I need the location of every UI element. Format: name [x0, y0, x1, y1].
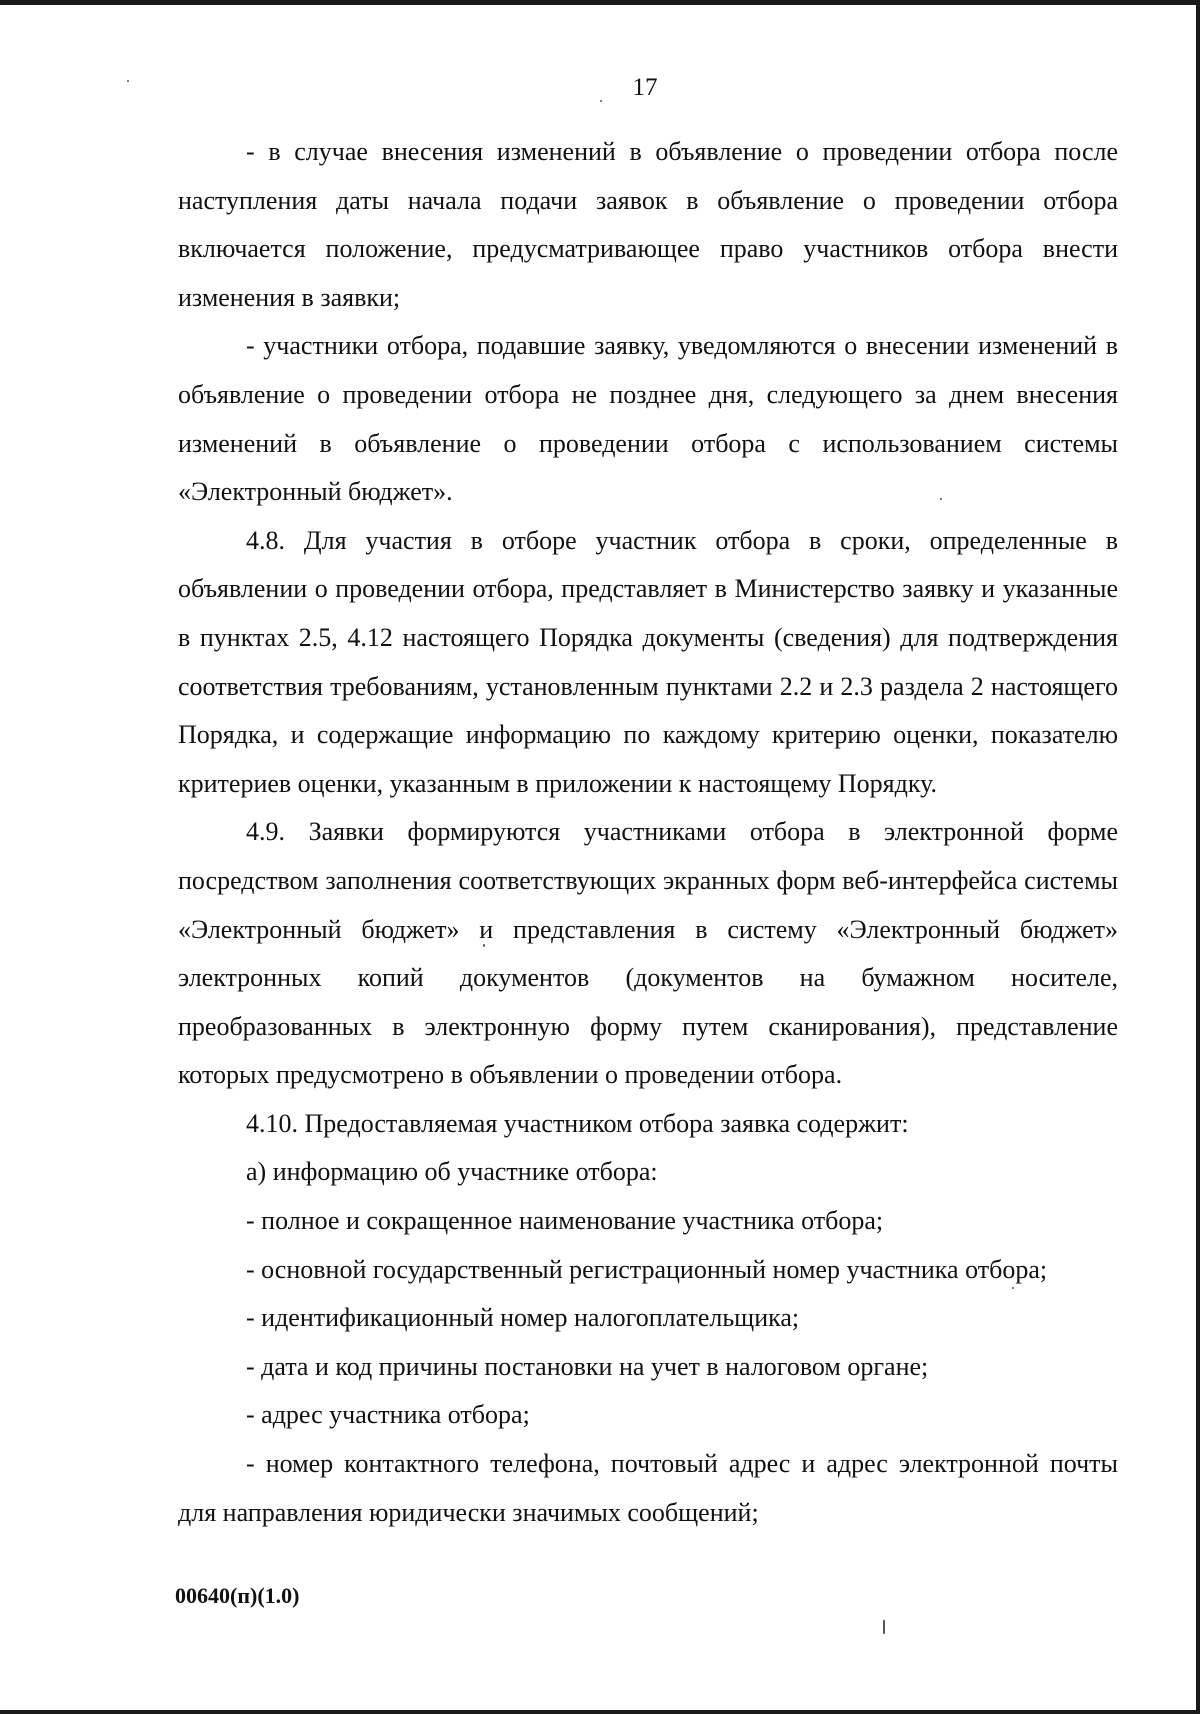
scan-border-right — [1196, 0, 1200, 1714]
list-item-ogrn: - основной государственный регистрационный номер участника отбора; — [246, 1254, 1048, 1284]
list-item-full-name: - полное и сокращенное наименование участника отбора; — [246, 1206, 884, 1236]
scan-speck — [127, 80, 129, 82]
document-body — [178, 128, 1118, 1537]
list-item-inn: - идентификационный номер налогоплательщика; — [246, 1303, 800, 1333]
paragraph-4-9: 4.9. Заявки формируются участниками отбора в электронной форме посредством заполнения соответствующих экранных форм веб-интерфейса системы «Электронный бюджет» и представления в систему «Электронный бюджет» электронных копий документов (документов на бумажном носителе, преобразованных в электронную форму путем сканирования), представление которых предусмотрено в объявлении о проведении отбора. — [178, 817, 1118, 1090]
document-code: 00640(п)(1.0) — [175, 1583, 300, 1608]
paragraph-participants-notified: - участники отбора, подавшие заявку, уведомляются о внесении изменений в объявление о проведении отбора не позднее дня, следующего за днем внесения изменений в объявление о проведении отбора с использованием системы «Электронный бюджет». — [178, 331, 1118, 507]
paragraph-4-8: 4.8. Для участия в отборе участник отбора в сроки, определенные в объявлении о проведении отбора, представляет в Министерство заявку и указанные в пунктах 2.5, 4.12 настоящего Порядка документы (сведения) для подтверждения соответствия требованиям, установленным пунктами 2.2 и 2.3 раздела 2 настоящего Порядка, и содержащие информацию по каждому критерию оценки, показателю критериев оценки, указанным в приложении к настоящему Порядку. — [178, 525, 1118, 798]
paragraph-4-10: 4.10. Предоставляемая участником отбора заявка содержит: — [246, 1108, 909, 1138]
list-item-kpp: - дата и код причины постановки на учет в налоговом органе; — [246, 1351, 929, 1381]
scan-speck — [940, 498, 942, 500]
list-item-contacts: - номер контактного телефона, почтовый адрес и адрес электронной почты для направления юридически значимых сообщений; — [178, 1449, 1118, 1527]
scan-speck — [883, 1620, 885, 1634]
list-item-a: а) информацию об участнике отбора: — [246, 1157, 658, 1187]
scan-speck — [1012, 1287, 1014, 1289]
list-item-address: - адрес участника отбора; — [246, 1400, 530, 1430]
page-number: 17 — [632, 74, 658, 101]
scan-border-top — [0, 0, 1200, 5]
scan-speck — [600, 100, 602, 102]
scan-border-bottom — [0, 1710, 1200, 1714]
scan-speck — [483, 944, 485, 947]
paragraph-changes-after-start: - в случае внесения изменений в объявление о проведении отбора после наступления даты начала подачи заявок в объявление о проведении отбора включается положение, предусматривающее право участников отбора внести изменения в заявки; — [178, 137, 1118, 312]
